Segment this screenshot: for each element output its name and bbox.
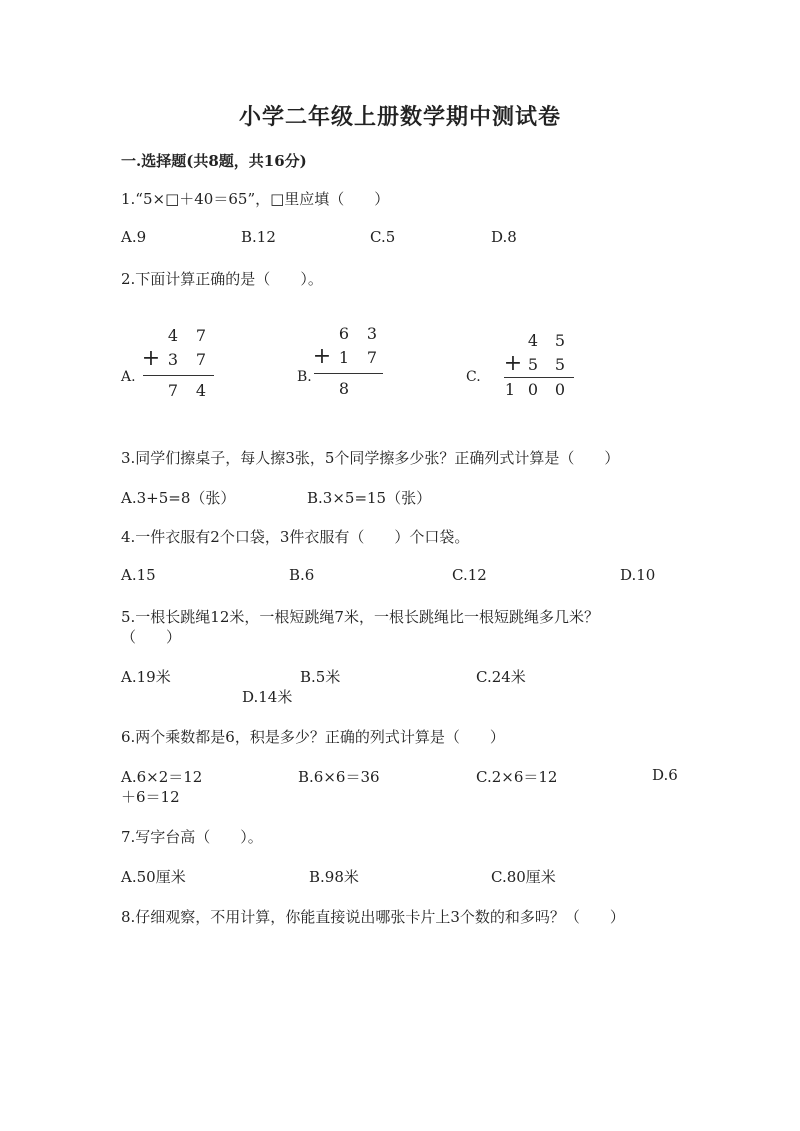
digit: 4 — [195, 381, 207, 400]
sum-line — [143, 375, 214, 376]
digit: 1 — [504, 380, 516, 399]
digit: 7 — [195, 350, 207, 369]
plus-sign: + — [141, 346, 161, 371]
q5-option-c: C.24米 — [476, 668, 526, 686]
q5-option-a: A.19米 — [121, 668, 171, 686]
sum-line — [504, 377, 574, 378]
question-7: 7.写字台高（ ）。 — [121, 828, 263, 846]
q7-option-a: A.50厘米 — [121, 868, 186, 886]
q2-vertical-b — [311, 324, 391, 404]
digit: 4 — [527, 331, 539, 350]
q3-option-a: A.3+5=8（张） — [121, 489, 236, 507]
digit: 4 — [167, 326, 179, 345]
q4-option-a: A.15 — [121, 566, 156, 584]
digit: 0 — [554, 380, 566, 399]
q5-option-d: D.14米 — [242, 688, 293, 706]
q3-option-b: B.3×5=15（张） — [307, 489, 432, 507]
q7-option-c: C.80厘米 — [491, 868, 556, 886]
digit: 7 — [195, 326, 207, 345]
q1-option-d: D.8 — [491, 228, 517, 246]
q7-option-b: B.98米 — [309, 868, 359, 886]
q1-option-c: C.5 — [370, 228, 396, 246]
q4-option-d: D.10 — [620, 566, 656, 584]
q1-option-a: A.9 — [121, 228, 147, 246]
q5-option-b: B.5米 — [300, 668, 341, 686]
q2-option-c: C. — [466, 369, 481, 385]
q6-option-d-cont: ＋6＝12 — [121, 788, 180, 806]
digit: 7 — [366, 348, 378, 367]
q6-option-d: D.6 — [652, 766, 678, 784]
plus-sign: + — [503, 351, 523, 376]
digit: 5 — [554, 355, 566, 374]
question-1: 1.“5×□＋40＝65”，□里应填（ ） — [121, 190, 390, 208]
section-heading: 一.选择题(共8题，共16分) — [121, 152, 307, 170]
q4-option-c: C.12 — [452, 566, 487, 584]
digit: 3 — [366, 324, 378, 343]
digit: 0 — [527, 380, 539, 399]
q4-option-b: B.6 — [289, 566, 315, 584]
question-4: 4.一件衣服有2个口袋，3件衣服有（ ）个口袋。 — [121, 528, 470, 546]
question-8: 8.仔细观察，不用计算，你能直接说出哪张卡片上3个数的和多吗？（ ） — [121, 908, 625, 926]
q2-vertical-c — [502, 331, 582, 411]
q1-option-b: B.12 — [241, 228, 276, 246]
digit: 3 — [167, 350, 179, 369]
q2-option-b: B. — [297, 369, 312, 385]
question-6: 6.两个乘数都是6，积是多少？正确的列式计算是（ ） — [121, 728, 505, 746]
sum-line — [314, 373, 383, 374]
q6-option-c: C.2×6＝12 — [476, 768, 558, 786]
plus-sign: + — [312, 344, 332, 369]
question-2: 2.下面计算正确的是（ ）。 — [121, 270, 323, 288]
digit: 8 — [338, 379, 350, 398]
digit: 5 — [527, 355, 539, 374]
digit: 7 — [167, 381, 179, 400]
question-5: 5.一根长跳绳12米，一根短跳绳7米，一根长跳绳比一根短跳绳多几米？ — [121, 608, 599, 626]
digit: 6 — [338, 324, 350, 343]
q2-vertical-a — [140, 326, 220, 406]
q2-option-a: A. — [121, 369, 136, 385]
question-5-cont: （ ） — [121, 628, 182, 646]
q6-option-a: A.6×2＝12 — [121, 768, 203, 786]
digit: 5 — [554, 331, 566, 350]
digit: 1 — [338, 348, 350, 367]
q6-option-b: B.6×6＝36 — [298, 768, 380, 786]
page-title: 小学二年级上册数学期中测试卷 — [238, 104, 561, 130]
question-3: 3.同学们擦桌子，每人擦3张，5个同学擦多少张？正确列式计算是（ ） — [121, 449, 620, 467]
